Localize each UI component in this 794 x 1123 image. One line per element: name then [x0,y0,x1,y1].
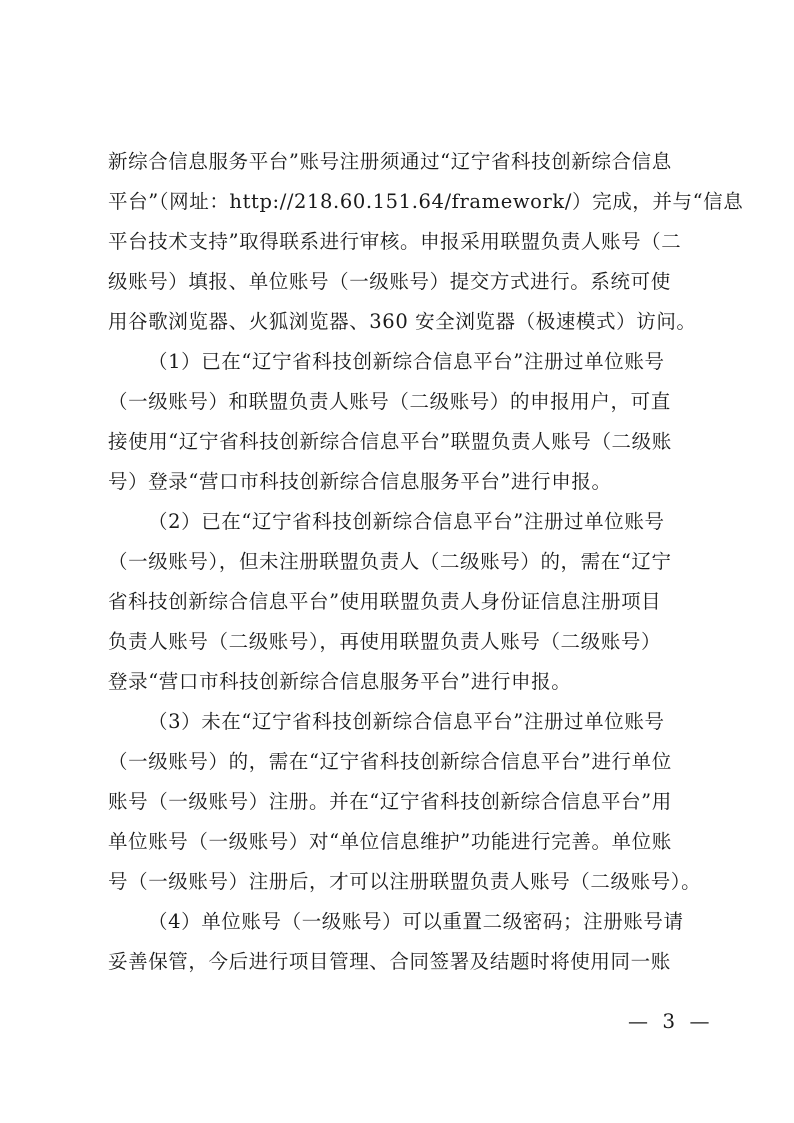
text-line: 妥善保管，今后进行项目管理、合同签署及结题时将使用同一账 [108,950,671,973]
page-number: — 3 — [628,1009,714,1033]
text-line: 登录“营口市科技创新综合信息服务平台”进行申报。 [108,670,572,693]
text-line: 平台技术支持”取得联系进行审核。申报采用联盟负责人账号（二 [108,230,682,253]
text-line: （2）已在“辽宁省科技创新综合信息平台”注册过单位账号 [148,510,665,533]
text-line: 单位账号（一级账号）对“单位信息维护”功能进行完善。单位账 [108,830,672,853]
text-line: 省科技创新综合信息平台”使用联盟负责人身份证信息注册项目 [108,590,662,613]
body-text [108,142,744,982]
text-line: 账号（一级账号）注册。并在“辽宁省科技创新综合信息平台”用 [108,790,672,813]
text-line: （4）单位账号（一级账号）可以重置二级密码；注册账号请 [148,910,684,933]
text-line: 号）登录“营口市科技创新综合信息服务平台”进行申报。 [108,470,612,493]
text-line: （3）未在“辽宁省科技创新综合信息平台”注册过单位账号 [148,710,665,733]
text-line: 接使用“辽宁省科技创新综合信息平台”联盟负责人账号（二级账 [108,430,672,453]
text-line: 平台”（网址：http://218.60.151.64/framework/）完成，并与“信息 [108,190,744,213]
text-line: 级账号）填报、单位账号（一级账号）提交方式进行。系统可使 [108,270,671,293]
text-line: 号（一级账号）注册后，才可以注册联盟负责人账号（二级账号）。 [108,870,702,893]
text-line: （1）已在“辽宁省科技创新综合信息平台”注册过单位账号 [148,350,665,373]
text-line: （一级账号）的，需在“辽宁省科技创新综合信息平台”进行单位 [108,750,672,773]
text-line: （一级账号）和联盟负责人账号（二级账号）的申报用户，可直 [108,390,671,413]
text-line: 新综合信息服务平台”账号注册须通过“辽宁省科技创新综合信息 [108,150,672,173]
text-line: 用谷歌浏览器、火狐浏览器、360 安全浏览器（极速模式）访问。 [108,310,697,333]
text-line: 负责人账号（二级账号），再使用联盟负责人账号（二级账号） [108,630,662,653]
text-line: （一级账号），但未注册联盟负责人（二级账号）的，需在“辽宁 [108,550,672,573]
